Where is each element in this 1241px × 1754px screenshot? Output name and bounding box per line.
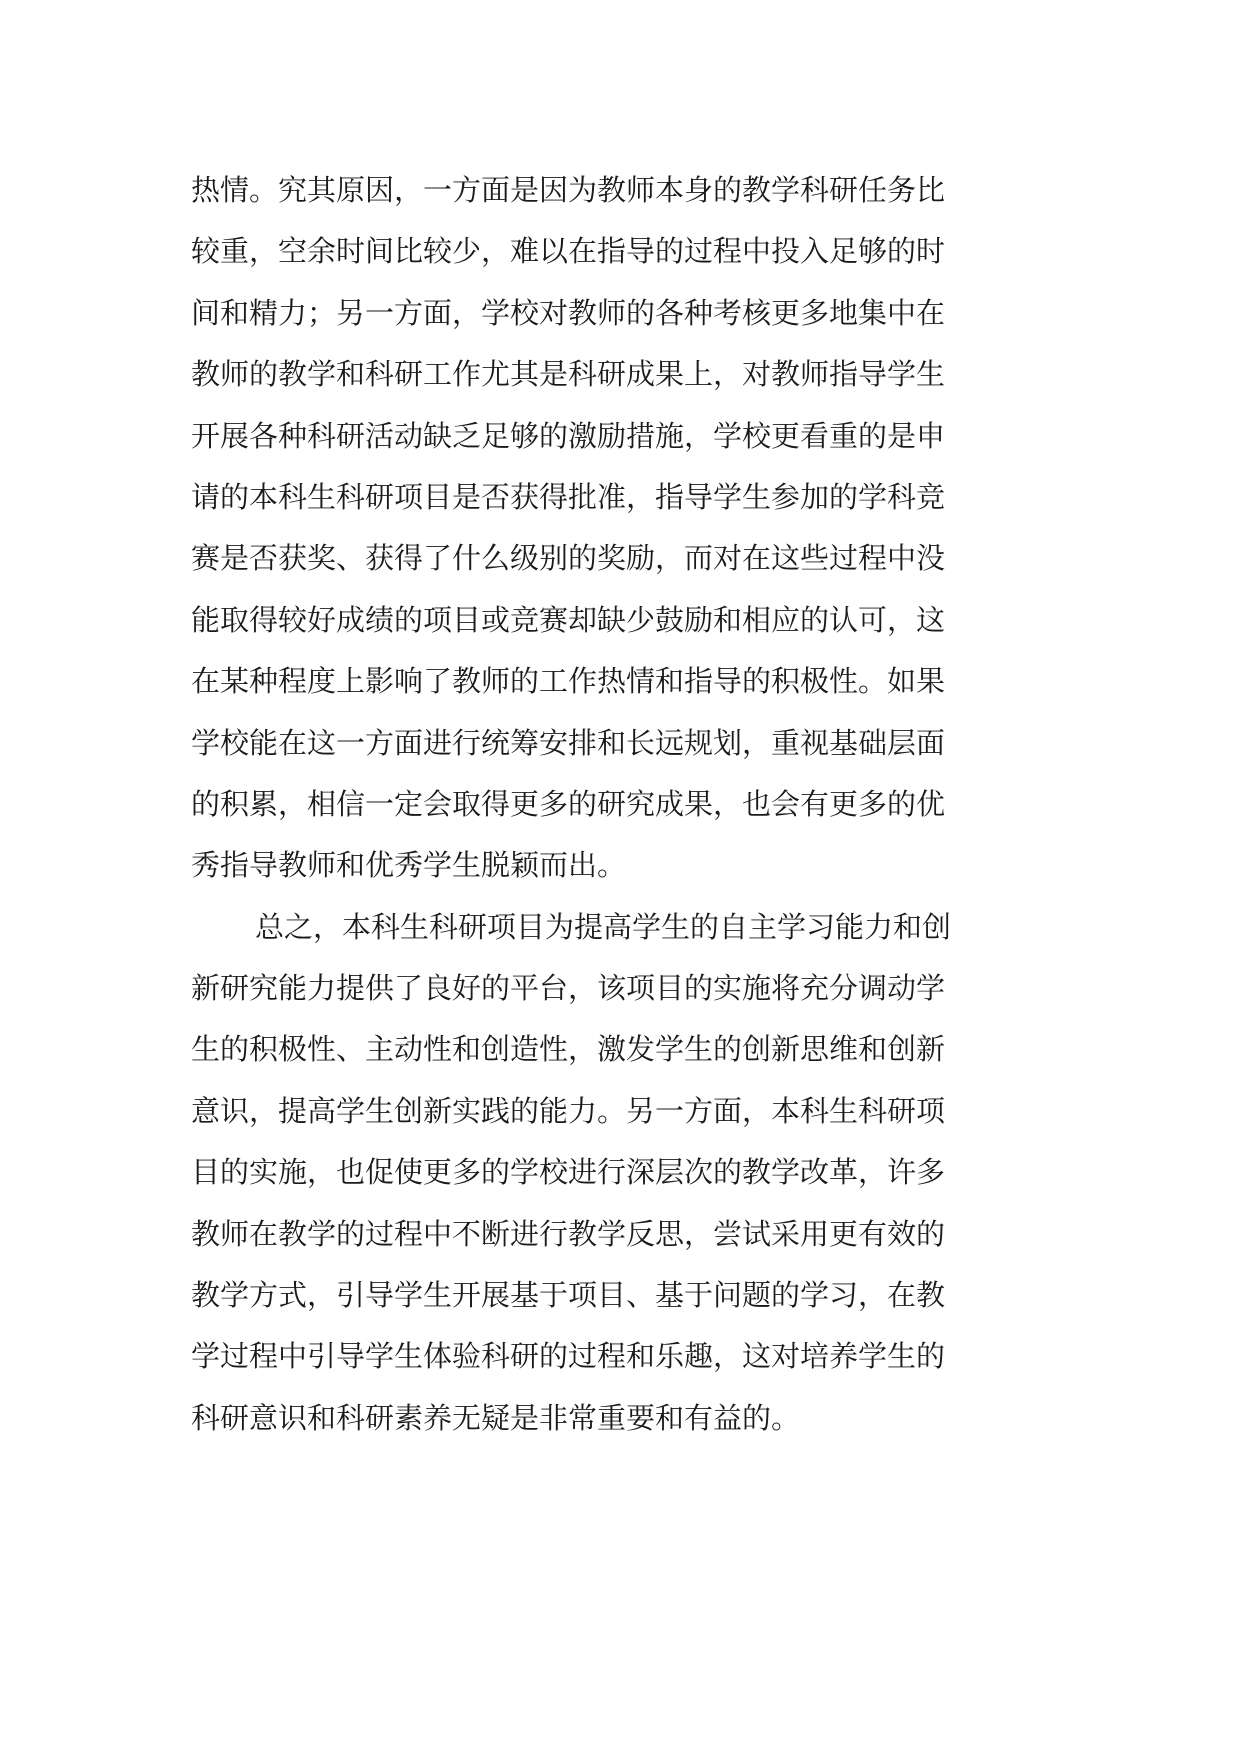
text-line: 在某种程度上影响了教师的工作热情和指导的积极性。如果 xyxy=(191,664,946,699)
text-line: 科研意识和科研素养无疑是非常重要和有益的。 xyxy=(191,1400,801,1435)
text-line: 开展各种科研活动缺乏足够的激励措施，学校更看重的是申 xyxy=(191,418,946,453)
text-line: 新研究能力提供了良好的平台，该项目的实施将充分调动学 xyxy=(191,971,946,1006)
text-line: 热情。究其原因，一方面是因为教师本身的教学科研任务比 xyxy=(191,173,946,207)
text-line: 目的实施，也促使更多的学校进行深层次的教学改革，许多 xyxy=(191,1155,946,1190)
text-line: 意识，提高学生创新实践的能力。另一方面，本科生科研项 xyxy=(191,1093,946,1128)
text-line: 间和精力；另一方面，学校对教师的各种考核更多地集中在 xyxy=(191,295,946,330)
document-body xyxy=(191,160,1061,1449)
text-line: 能取得较好成绩的项目或竞赛却缺少鼓励和相应的认可，这 xyxy=(191,602,946,637)
text-line: 较重，空余时间比较少，难以在指导的过程中投入足够的时 xyxy=(191,234,946,269)
text-line: 秀指导教师和优秀学生脱颖而出。 xyxy=(191,848,627,883)
paragraph-2 xyxy=(191,897,1061,1450)
text-line: 学校能在这一方面进行统筹安排和长远规划，重视基础层面 xyxy=(191,725,946,760)
text-line: 赛是否获奖、获得了什么级别的奖励，而对在这些过程中没 xyxy=(191,541,946,576)
text-line: 请的本科生科研项目是否获得批准，指导学生参加的学科竞 xyxy=(191,479,946,514)
text-line: 生的积极性、主动性和创造性，激发学生的创新思维和创新 xyxy=(191,1032,946,1067)
paragraph-1 xyxy=(191,160,1061,897)
text-line: 教师的教学和科研工作尤其是科研成果上，对教师指导学生 xyxy=(191,357,946,392)
text-line: 教师在教学的过程中不断进行教学反思，尝试采用更有效的 xyxy=(191,1216,946,1251)
text-line: 总之，本科生科研项目为提高学生的自主学习能力和创 xyxy=(255,909,952,944)
text-line: 教学方式，引导学生开展基于项目、基于问题的学习，在教 xyxy=(191,1278,946,1313)
text-line: 学过程中引导学生体验科研的过程和乐趣，这对培养学生的 xyxy=(191,1339,946,1374)
text-line: 的积累，相信一定会取得更多的研究成果，也会有更多的优 xyxy=(191,786,946,821)
